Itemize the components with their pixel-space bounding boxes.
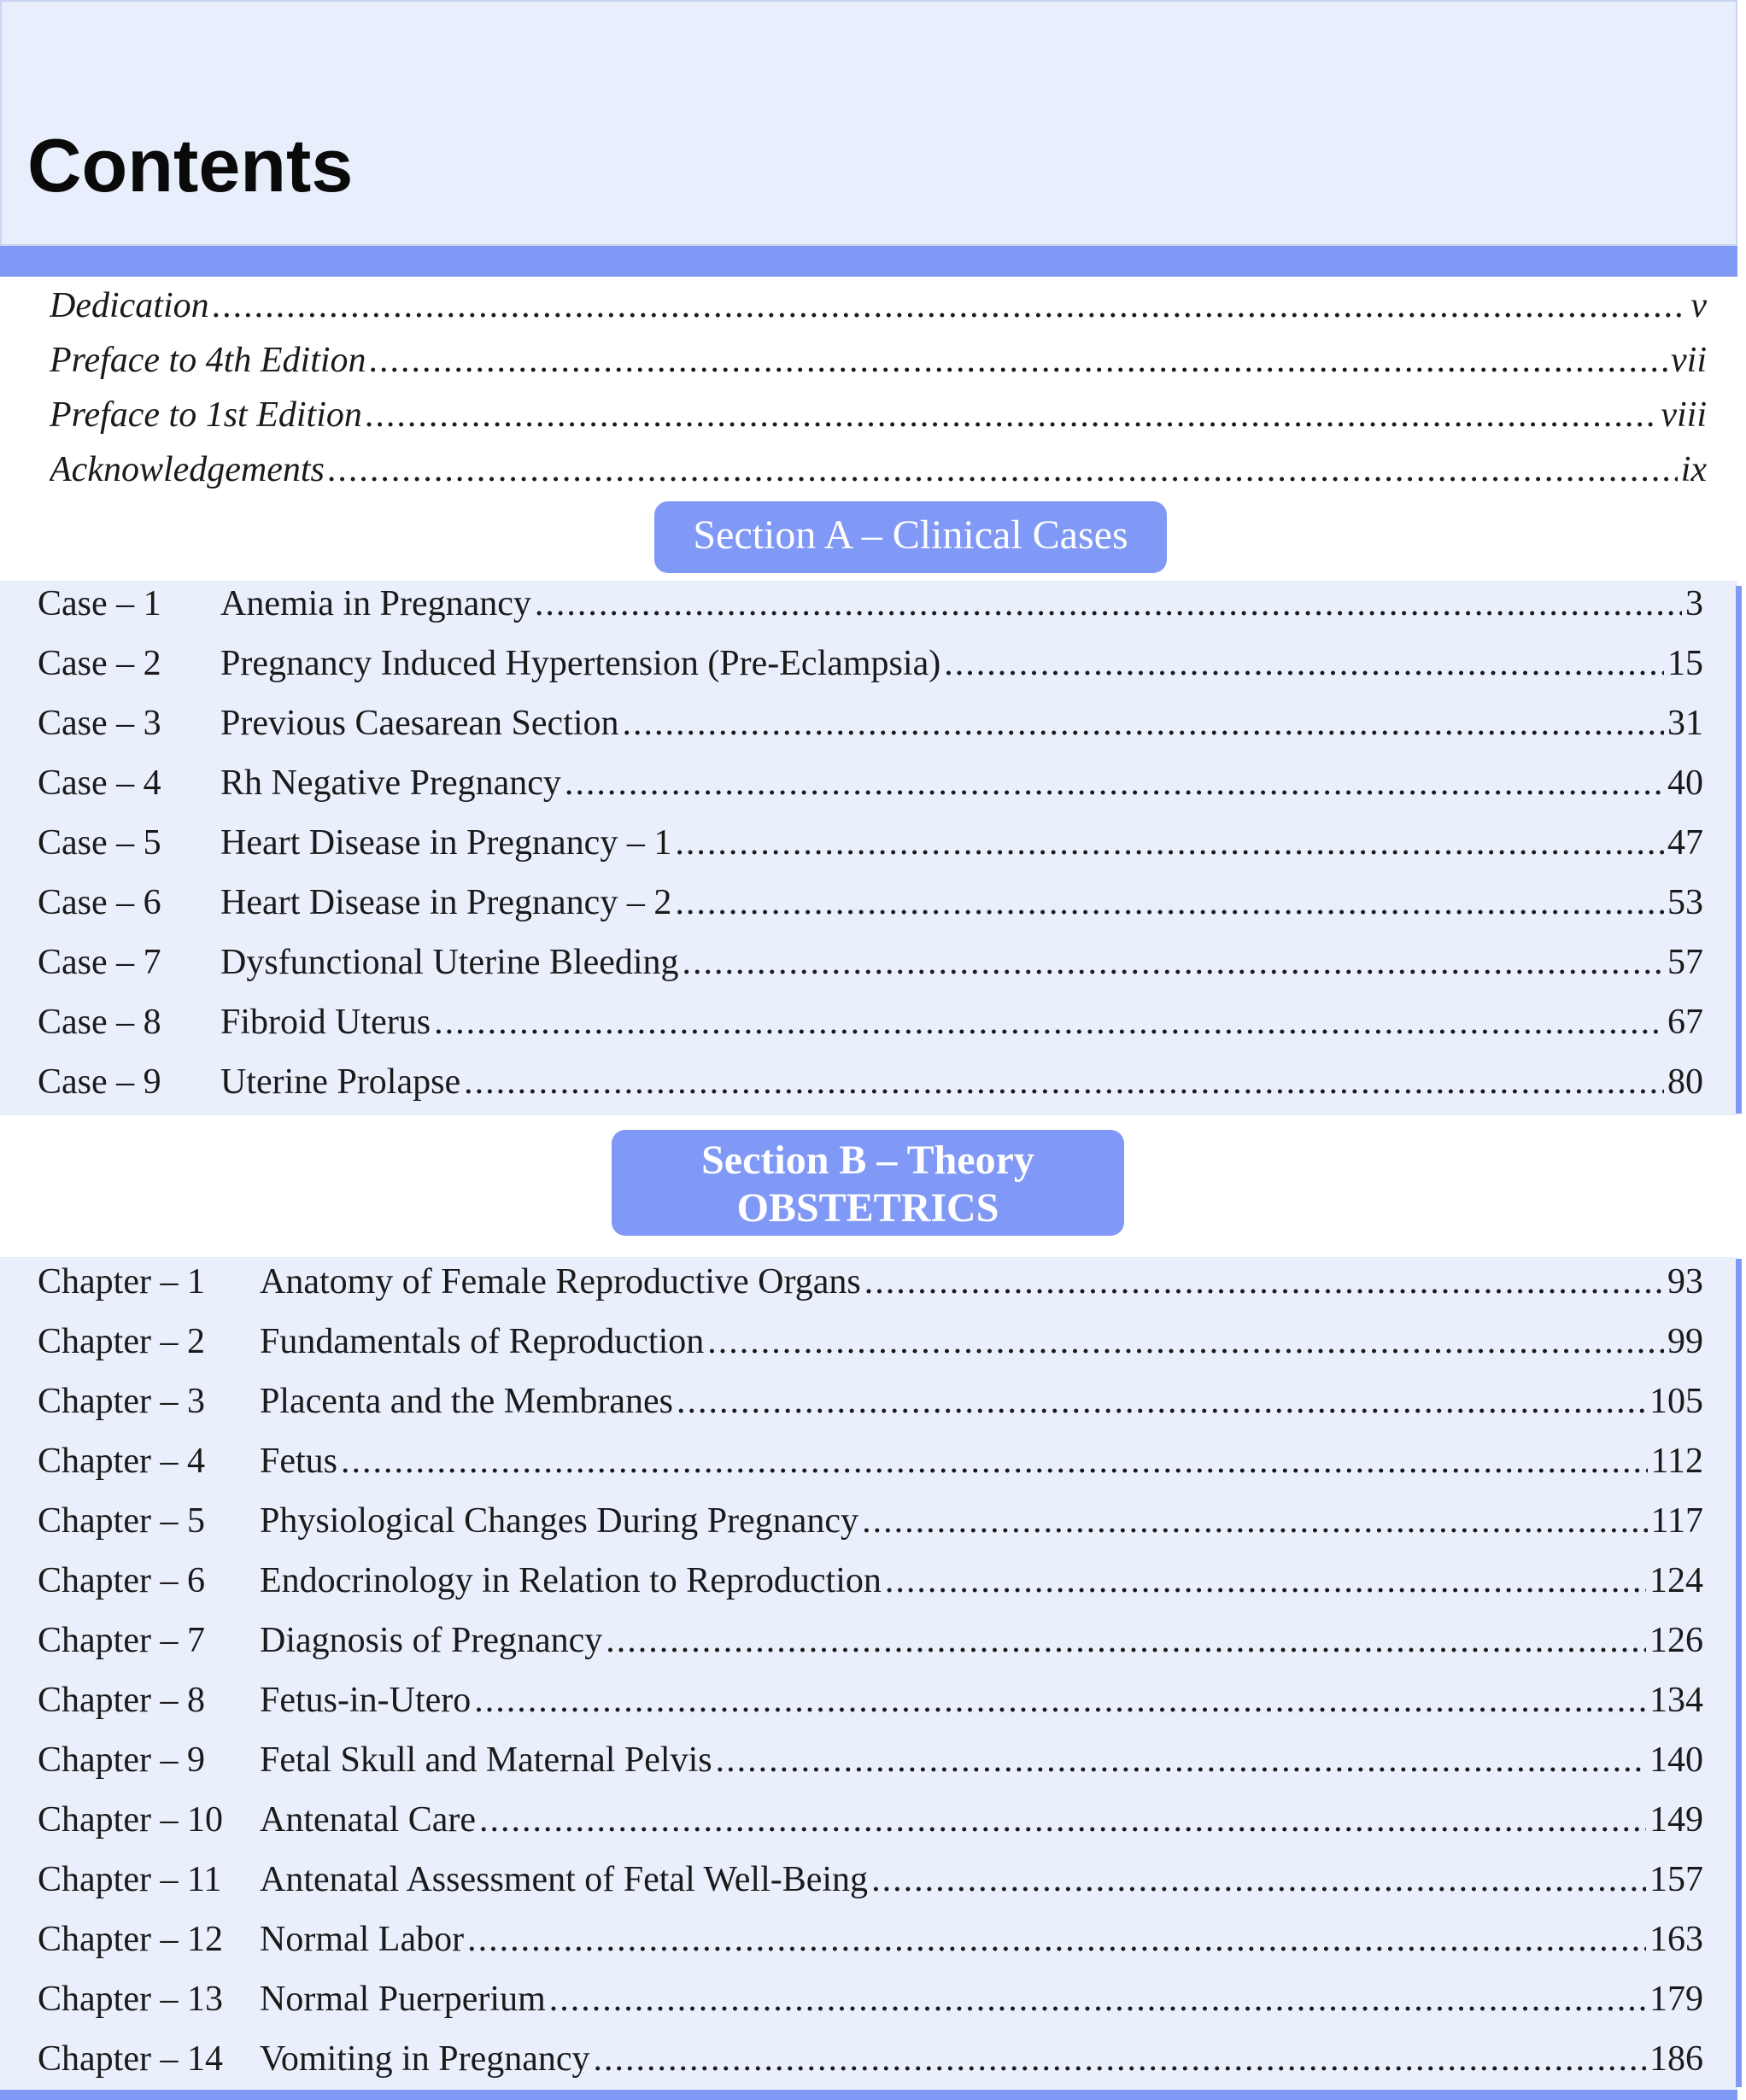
entry-page: 163	[1649, 1920, 1703, 1959]
entry-page: 117	[1650, 1501, 1703, 1541]
entry-label: Case – 5	[38, 823, 161, 863]
dot-leader	[341, 1441, 1648, 1482]
entry-label: Chapter – 9	[38, 1740, 205, 1780]
entry-title: Previous Caesarean Section	[220, 704, 619, 743]
entry-title: Dysfunctional Uterine Bleeding	[220, 943, 679, 982]
dot-leader	[871, 1859, 1646, 1900]
dot-leader	[594, 2039, 1646, 2080]
entry-label: Case – 4	[38, 763, 161, 803]
entry-title: Diagnosis of Pregnancy	[260, 1621, 603, 1660]
toc-entry-chapter-12[interactable]	[38, 1919, 1703, 1972]
entry-label: Case – 7	[38, 943, 161, 982]
entry-title: Anemia in Pregnancy	[220, 584, 531, 623]
entry-page: 57	[1667, 943, 1703, 982]
toc-entry-case-5[interactable]	[38, 822, 1703, 875]
toc-entry-chapter-8[interactable]	[38, 1680, 1703, 1733]
entry-page: 179	[1649, 1980, 1703, 2019]
entry-page: 149	[1649, 1800, 1703, 1840]
entry-page: 134	[1649, 1681, 1703, 1720]
entry-title: Anatomy of Female Reproductive Organs	[260, 1262, 861, 1302]
entry-page: 126	[1649, 1621, 1703, 1660]
section-a-heading: Section A – Clinical Cases	[654, 501, 1167, 573]
entry-page: 112	[1650, 1442, 1703, 1481]
dot-leader	[535, 583, 1682, 624]
entry-page: 53	[1667, 883, 1703, 922]
section-a-side-rule	[1736, 586, 1742, 1114]
toc-entry-dedication[interactable]	[50, 285, 1707, 336]
toc-entry-chapter-14[interactable]	[38, 2039, 1703, 2091]
entry-label: Chapter – 5	[38, 1501, 205, 1541]
toc-entry-chapter-6[interactable]	[38, 1560, 1703, 1613]
entry-page: v	[1690, 286, 1707, 325]
dot-leader	[366, 395, 1657, 436]
toc-entry-case-4[interactable]	[38, 763, 1703, 816]
section-b-heading-line2: OBSTETRICS	[736, 1185, 999, 1231]
page-title: Contents	[27, 123, 354, 208]
dot-leader	[213, 285, 1688, 326]
entry-page: 105	[1649, 1382, 1703, 1421]
entry-title: Antenatal Assessment of Fetal Well-Being	[260, 1860, 869, 1899]
toc-entry-case-6[interactable]	[38, 882, 1703, 935]
entry-page: 3	[1685, 584, 1703, 623]
toc-entry-chapter-4[interactable]	[38, 1441, 1703, 1494]
header-accent-bar	[0, 246, 1737, 277]
toc-entry-case-2[interactable]	[38, 643, 1703, 696]
toc-entry-preface-1st[interactable]	[50, 395, 1707, 446]
entry-title: Preface to 1st Edition	[50, 395, 362, 435]
toc-entry-acknowledgements[interactable]	[50, 449, 1707, 500]
entry-title: Dedication	[50, 286, 209, 325]
entry-page: 186	[1649, 2039, 1703, 2079]
toc-entry-chapter-2[interactable]	[38, 1321, 1703, 1374]
entry-page: vii	[1671, 341, 1707, 380]
entry-page: 140	[1649, 1740, 1703, 1780]
bottom-accent-bar	[0, 2090, 1737, 2100]
dot-leader	[370, 340, 1667, 381]
dot-leader	[675, 822, 1664, 863]
entry-label: Chapter – 4	[38, 1442, 205, 1481]
toc-entry-chapter-10[interactable]	[38, 1799, 1703, 1852]
entry-label: Case – 1	[38, 584, 161, 623]
section-b-side-rule	[1736, 1259, 1742, 2087]
entry-label: Chapter – 11	[38, 1860, 222, 1899]
entry-title: Normal Puerperium	[260, 1980, 546, 2019]
toc-entry-chapter-1[interactable]	[38, 1261, 1703, 1314]
dot-leader	[467, 1919, 1646, 1960]
entry-page: viii	[1661, 395, 1707, 435]
entry-label: Chapter – 8	[38, 1681, 205, 1720]
entry-title: Fetal Skull and Maternal Pelvis	[260, 1740, 712, 1780]
dot-leader	[716, 1740, 1646, 1781]
dot-leader	[944, 643, 1664, 684]
dot-leader	[479, 1799, 1646, 1840]
entry-title: Heart Disease in Pregnancy – 2	[220, 883, 672, 922]
entry-label: Case – 8	[38, 1003, 161, 1042]
dot-leader	[549, 1979, 1646, 2020]
section-b-heading	[612, 1130, 1124, 1236]
entry-label: Chapter – 12	[38, 1920, 223, 1959]
entry-page: 31	[1667, 704, 1703, 743]
entry-title: Antenatal Care	[260, 1800, 477, 1840]
entry-title: Fetus-in-Utero	[260, 1681, 472, 1720]
entry-page: 67	[1667, 1003, 1703, 1042]
entry-title: Fundamentals of Reproduction	[260, 1322, 705, 1361]
entry-title: Pregnancy Induced Hypertension (Pre-Eclampsia)	[220, 644, 941, 683]
dot-leader	[606, 1620, 1646, 1661]
dot-leader	[474, 1680, 1646, 1721]
entry-label: Chapter – 2	[38, 1322, 205, 1361]
entry-title: Fetus	[260, 1442, 338, 1481]
entry-label: Case – 9	[38, 1062, 161, 1102]
dot-leader	[683, 942, 1664, 983]
entry-page: 40	[1667, 763, 1703, 803]
dot-leader	[677, 1381, 1646, 1422]
dot-leader	[434, 1002, 1664, 1043]
dot-leader	[565, 763, 1664, 804]
toc-entry-case-3[interactable]	[38, 703, 1703, 756]
entry-title: Vomiting in Pregnancy	[260, 2039, 590, 2079]
dot-leader	[328, 449, 1678, 490]
entry-title: Fibroid Uterus	[220, 1003, 431, 1042]
entry-title: Rh Negative Pregnancy	[220, 763, 561, 803]
toc-entry-preface-4th[interactable]	[50, 340, 1707, 391]
dot-leader	[464, 1062, 1664, 1103]
entry-title: Acknowledgements	[50, 450, 325, 489]
toc-entry-case-9[interactable]	[38, 1062, 1703, 1114]
toc-entry-chapter-11[interactable]	[38, 1859, 1703, 1912]
entry-title: Physiological Changes During Pregnancy	[260, 1501, 859, 1541]
entry-page: 15	[1667, 644, 1703, 683]
entry-page: 99	[1667, 1322, 1703, 1361]
entry-label: Case – 3	[38, 704, 161, 743]
entry-label: Chapter – 14	[38, 2039, 223, 2079]
entry-label: Chapter – 7	[38, 1621, 205, 1660]
dot-leader	[707, 1321, 1664, 1362]
entry-page: ix	[1680, 450, 1707, 489]
dot-leader	[862, 1500, 1647, 1541]
entry-label: Chapter – 6	[38, 1561, 205, 1600]
toc-entry-chapter-13[interactable]	[38, 1979, 1703, 2032]
entry-label: Case – 6	[38, 883, 161, 922]
entry-title: Normal Labor	[260, 1920, 465, 1959]
entry-title: Endocrinology in Relation to Reproduction	[260, 1561, 882, 1600]
entry-label: Case – 2	[38, 644, 161, 683]
entry-page: 93	[1667, 1262, 1703, 1302]
entry-label: Chapter – 1	[38, 1262, 205, 1302]
entry-title: Uterine Prolapse	[220, 1062, 461, 1102]
toc-entry-chapter-7[interactable]	[38, 1620, 1703, 1673]
dot-leader	[864, 1261, 1664, 1302]
entry-page: 80	[1667, 1062, 1703, 1102]
entry-page: 47	[1667, 823, 1703, 863]
dot-leader	[675, 882, 1664, 923]
toc-entry-case-8[interactable]	[38, 1002, 1703, 1055]
entry-page: 157	[1649, 1860, 1703, 1899]
toc-entry-chapter-3[interactable]	[38, 1381, 1703, 1434]
toc-entry-case-7[interactable]	[38, 942, 1703, 995]
toc-entry-chapter-5[interactable]	[38, 1500, 1703, 1553]
dot-leader	[885, 1560, 1646, 1601]
entry-title: Heart Disease in Pregnancy – 1	[220, 823, 672, 863]
section-b-heading-line1: Section B – Theory	[701, 1138, 1034, 1183]
contents-header	[0, 0, 1737, 246]
entry-label: Chapter – 10	[38, 1800, 223, 1840]
toc-entry-chapter-9[interactable]	[38, 1740, 1703, 1793]
toc-entry-case-1[interactable]	[38, 583, 1703, 636]
dot-leader	[623, 703, 1664, 744]
entry-label: Chapter – 3	[38, 1382, 205, 1421]
entry-page: 124	[1649, 1561, 1703, 1600]
entry-title: Preface to 4th Edition	[50, 341, 366, 380]
entry-title: Placenta and the Membranes	[260, 1382, 673, 1421]
entry-label: Chapter – 13	[38, 1980, 223, 2019]
